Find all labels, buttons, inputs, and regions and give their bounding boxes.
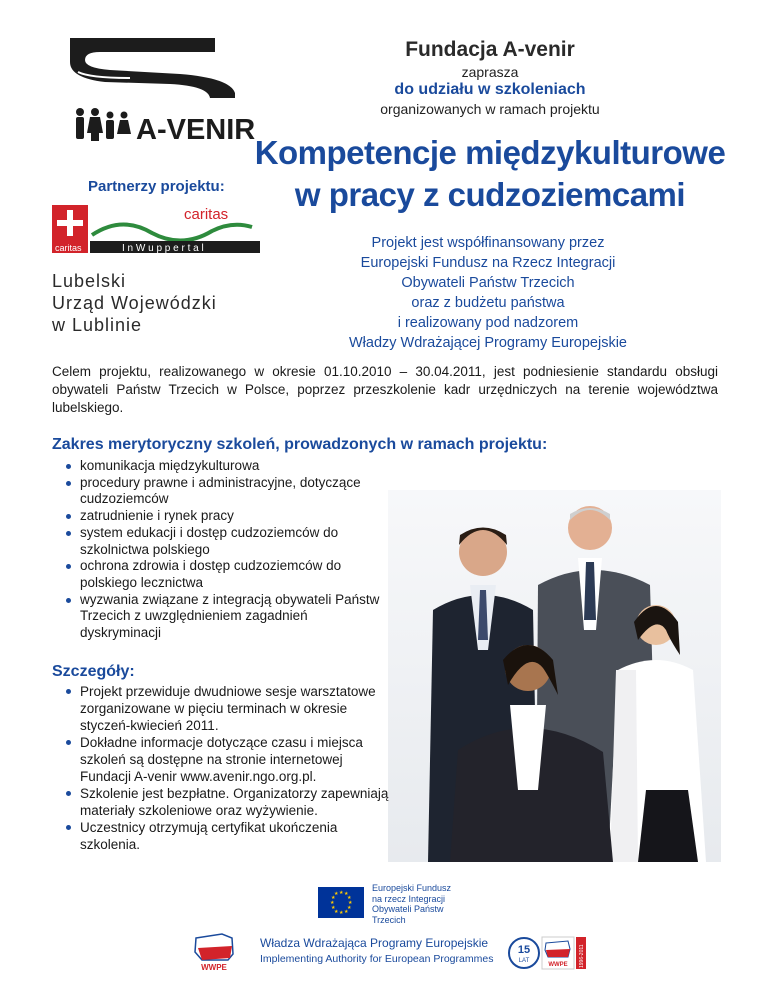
badge-number: 15 xyxy=(517,944,531,956)
scope-item: komunikacja międzykulturowa xyxy=(80,458,382,475)
partners-label: Partnerzy projektu: xyxy=(88,178,225,195)
svg-text:★: ★ xyxy=(334,891,339,897)
scope-item: zatrudnienie i rynek pracy xyxy=(80,508,382,525)
intro-paragraph: Celem projektu, realizowanego w okresie 01.10.2010 – 30.04.2011, jest podniesienie standardu obsługi obywateli Państw Trzecich w Polsce, poprzez przeszkolenie kadr urzędniczych na terenie województwa lubelskiego. xyxy=(52,364,718,415)
svg-text:★: ★ xyxy=(331,895,336,901)
wwpe-text: WWPE xyxy=(201,963,227,972)
details-item: Projekt przewiduje dwudniowe sesje warsztatowe zorganizowane w pięciu terminach w okresie styczeń-kwiecień 2011. xyxy=(80,683,392,734)
badge-years: LAT xyxy=(518,958,530,964)
cofinancing-text xyxy=(318,233,658,353)
svg-text:★: ★ xyxy=(344,891,349,897)
details-item: Uczestnicy otrzymują certyfikat ukończenia szkolenia. xyxy=(80,819,392,853)
caritas-word: caritas xyxy=(184,206,229,223)
cofinancing-line: Projekt jest współfinansowany przez xyxy=(371,235,605,251)
badge-wwpe: WWPE xyxy=(548,962,568,968)
logo-brand-text: A-VENIR xyxy=(136,114,256,146)
svg-text:★: ★ xyxy=(348,900,353,906)
invites-text: zaprasza xyxy=(461,64,519,80)
cofinancing-line: Obywateli Państw Trzecich xyxy=(401,275,575,291)
header-block xyxy=(300,38,680,117)
eu-fund-line: Trzecich xyxy=(372,914,406,925)
authority-pl: Władza Wdrażająca Programy Europejskie xyxy=(260,936,489,950)
lublin-line: Urząd Wojewódzki xyxy=(52,293,217,313)
a-venir-logo xyxy=(70,38,256,158)
details-item: Dokładne informacje dotyczące czasu i miejsca szkoleń są dostępne na stronie internetowej Fundacji A-venir www.avenir.ngo.org.pl. xyxy=(80,734,392,785)
participation-text: do udziału w szkoleniach xyxy=(394,81,586,98)
eu-fund-line: na rzecz Integracji xyxy=(372,893,446,904)
eu-flag-icon xyxy=(318,887,364,918)
scope-item: procedury prawne i administracyjne, dotyczące cudzoziemców xyxy=(80,475,382,508)
authority-text xyxy=(260,935,493,967)
cofinancing-line: oraz z budżetu państwa xyxy=(411,295,565,311)
eu-fund-line: Obywateli Państw xyxy=(372,904,444,914)
svg-text:★: ★ xyxy=(344,909,349,915)
organized-text: organizowanych w ramach projektu xyxy=(380,101,600,117)
scope-list xyxy=(62,458,382,642)
details-list xyxy=(62,683,392,853)
organization-name: Fundacja A-venir xyxy=(405,38,575,61)
title-line: w pracy z cudzoziemcami xyxy=(294,176,686,213)
authority-en: Implementing Authority for European Programmes xyxy=(260,953,494,965)
fifteen-years-badge xyxy=(508,935,588,971)
details-item: Szkolenie jest bezpłatne. Organizatorzy zapewniają materiały szkoleniowe oraz wyżywienie. xyxy=(80,785,392,819)
svg-text:★: ★ xyxy=(334,909,339,915)
svg-text:★: ★ xyxy=(330,900,335,906)
svg-text:★: ★ xyxy=(347,905,352,911)
cofinancing-line: Władzy Wdrażającej Programy Europejskie xyxy=(348,335,627,351)
svg-text:★: ★ xyxy=(331,905,336,911)
eu-fund-line: Europejski Fundusz xyxy=(372,883,452,893)
eu-fund-text xyxy=(372,883,451,925)
wuppertal-text: I n W u p p e r t a l xyxy=(122,243,204,254)
business-people-photo xyxy=(388,490,721,862)
scope-item: ochrona zdrowia i dostęp cudzoziemców do polskiego lecznictwa xyxy=(80,558,382,591)
lublin-office-name xyxy=(52,270,217,336)
badge-vertical: 1996-2011 xyxy=(579,944,585,968)
wwpe-map-logo xyxy=(192,932,236,972)
svg-text:★: ★ xyxy=(347,895,352,901)
project-title xyxy=(250,132,730,216)
caritas-small-text: caritas xyxy=(55,243,82,253)
lublin-line: w Lublinie xyxy=(52,315,143,335)
caritas-wuppertal-logo xyxy=(52,205,262,261)
lublin-line: Lubelski xyxy=(52,271,127,291)
cofinancing-line: i realizowany pod nadzorem xyxy=(397,315,579,331)
title-line: Kompetencje międzykulturowe xyxy=(254,134,726,171)
svg-text:★: ★ xyxy=(339,910,344,916)
scope-item: system edukacji i dostęp cudzoziemców do szkolnictwa polskiego xyxy=(80,525,382,558)
cofinancing-line: Europejski Fundusz na Rzecz Integracji xyxy=(360,255,616,271)
scope-item: wyzwania związane z integracją obywateli Państw Trzecich z uwzględnieniem zagadnień dyskryminacji xyxy=(80,592,382,642)
svg-text:★: ★ xyxy=(339,890,344,896)
details-heading: Szczegóły: xyxy=(52,663,135,680)
scope-heading: Zakres merytoryczny szkoleń, prowadzonych w ramach projektu: xyxy=(52,436,548,453)
